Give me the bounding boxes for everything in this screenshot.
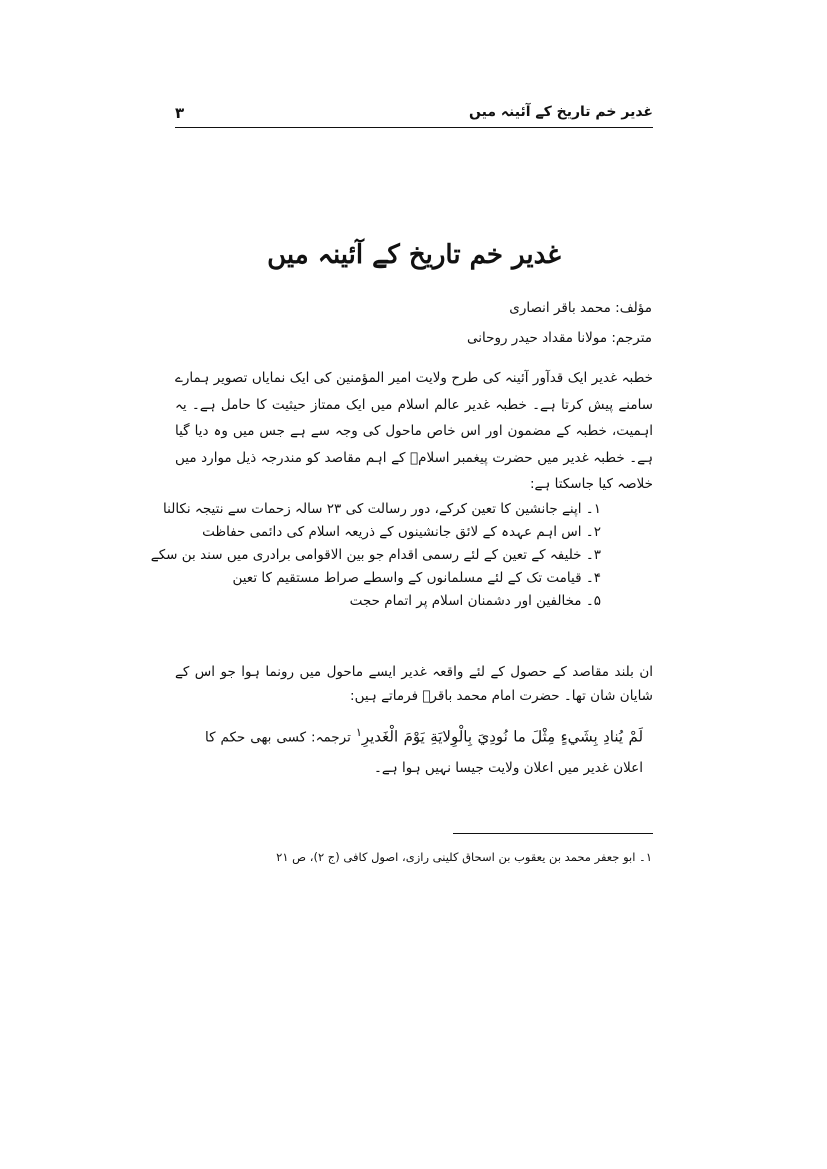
translator-line: مترجم: مولانا مقداد حیدر روحانی	[466, 330, 652, 346]
context-paragraph: ان بلند مقاصد کے حصول کے لئے واقعہ غدیر ایسے ماحول میں رونما ہوا جو اس کے شایان شان تھا۔ حضرت امام محمد باقرؑ فرماتے ہیں:	[175, 664, 653, 704]
page-title: غدیر خم تاریخ کے آئینہ میں	[267, 240, 561, 270]
list-item: ۳۔ خلیفہ کے تعین کے لئے رسمی اقدام جو بین الاقوامی برادری میں سند بن سکے	[150, 547, 601, 563]
arabic-text: لَمْ يُنادِ بِشَيءٍ مِثْلَ ما نُودِيَ بِالْوِلايَةِ يَوْمَ الْغَديرِ	[361, 727, 644, 746]
intro-paragraph: خطبہ غدیر ایک قدآور آئینہ کی طرح ولایت امیر المؤمنین کی ایک نمایاں تصویر ہمارے سامنے پیش کرتا ہے۔ خطبہ غدیر عالم اسلام میں ایک ممتاز حیثیت کا حامل ہے۔ یہ اہمیت، خطبہ کے مضمون اور اس خاص ماحول کی وجہ سے ہے جس میں وہ دیا گیا ہے۔ خطبہ غدیر میں حضرت پیغمبر اسلامؐ کے اہم مقاصد کو مندرجہ ذیل موارد میں خلاصہ کیا جاسکتا ہے:	[175, 370, 653, 492]
page-number: ۳	[175, 104, 185, 122]
objectives-list	[150, 498, 601, 613]
footnote-rule	[453, 833, 653, 834]
header-rule	[175, 127, 653, 128]
author-line: مؤلف: محمد باقر انصاری	[509, 300, 652, 316]
footnote-marker: ۱	[355, 726, 362, 739]
list-item: ۵۔ مخالفین اور دشمنان اسلام پر اتمام حجت	[349, 593, 601, 609]
footnote: ۱۔ ابو جعفر محمد بن یعقوب بن اسحاق کلینی رازی، اصول کافی (ج ۲)، ص ۲۱	[276, 850, 652, 864]
running-header	[175, 100, 653, 126]
list-item: ۱۔ اپنے جانشین کا تعین کرکے، دور رسالت کی ۲۳ سالہ زحمات سے نتیجہ نکالنا	[163, 501, 601, 517]
hadith-quote	[205, 718, 643, 783]
quote-translation: ترجمہ: کسی بھی حکم کا اعلان غدیر میں اعلان ولایت جیسا نہیں ہوا ہے۔	[205, 729, 643, 776]
header-title: غدیر خم تاریخ کے آئینہ میں	[469, 104, 653, 120]
list-item: ۲۔ اس اہم عہدہ کے لائق جانشینوں کے ذریعہ اسلام کی دائمی حفاظت	[202, 524, 601, 540]
list-item: ۴۔ قیامت تک کے لئے مسلمانوں کے واسطے صراط مستقیم کا تعین	[232, 570, 601, 586]
